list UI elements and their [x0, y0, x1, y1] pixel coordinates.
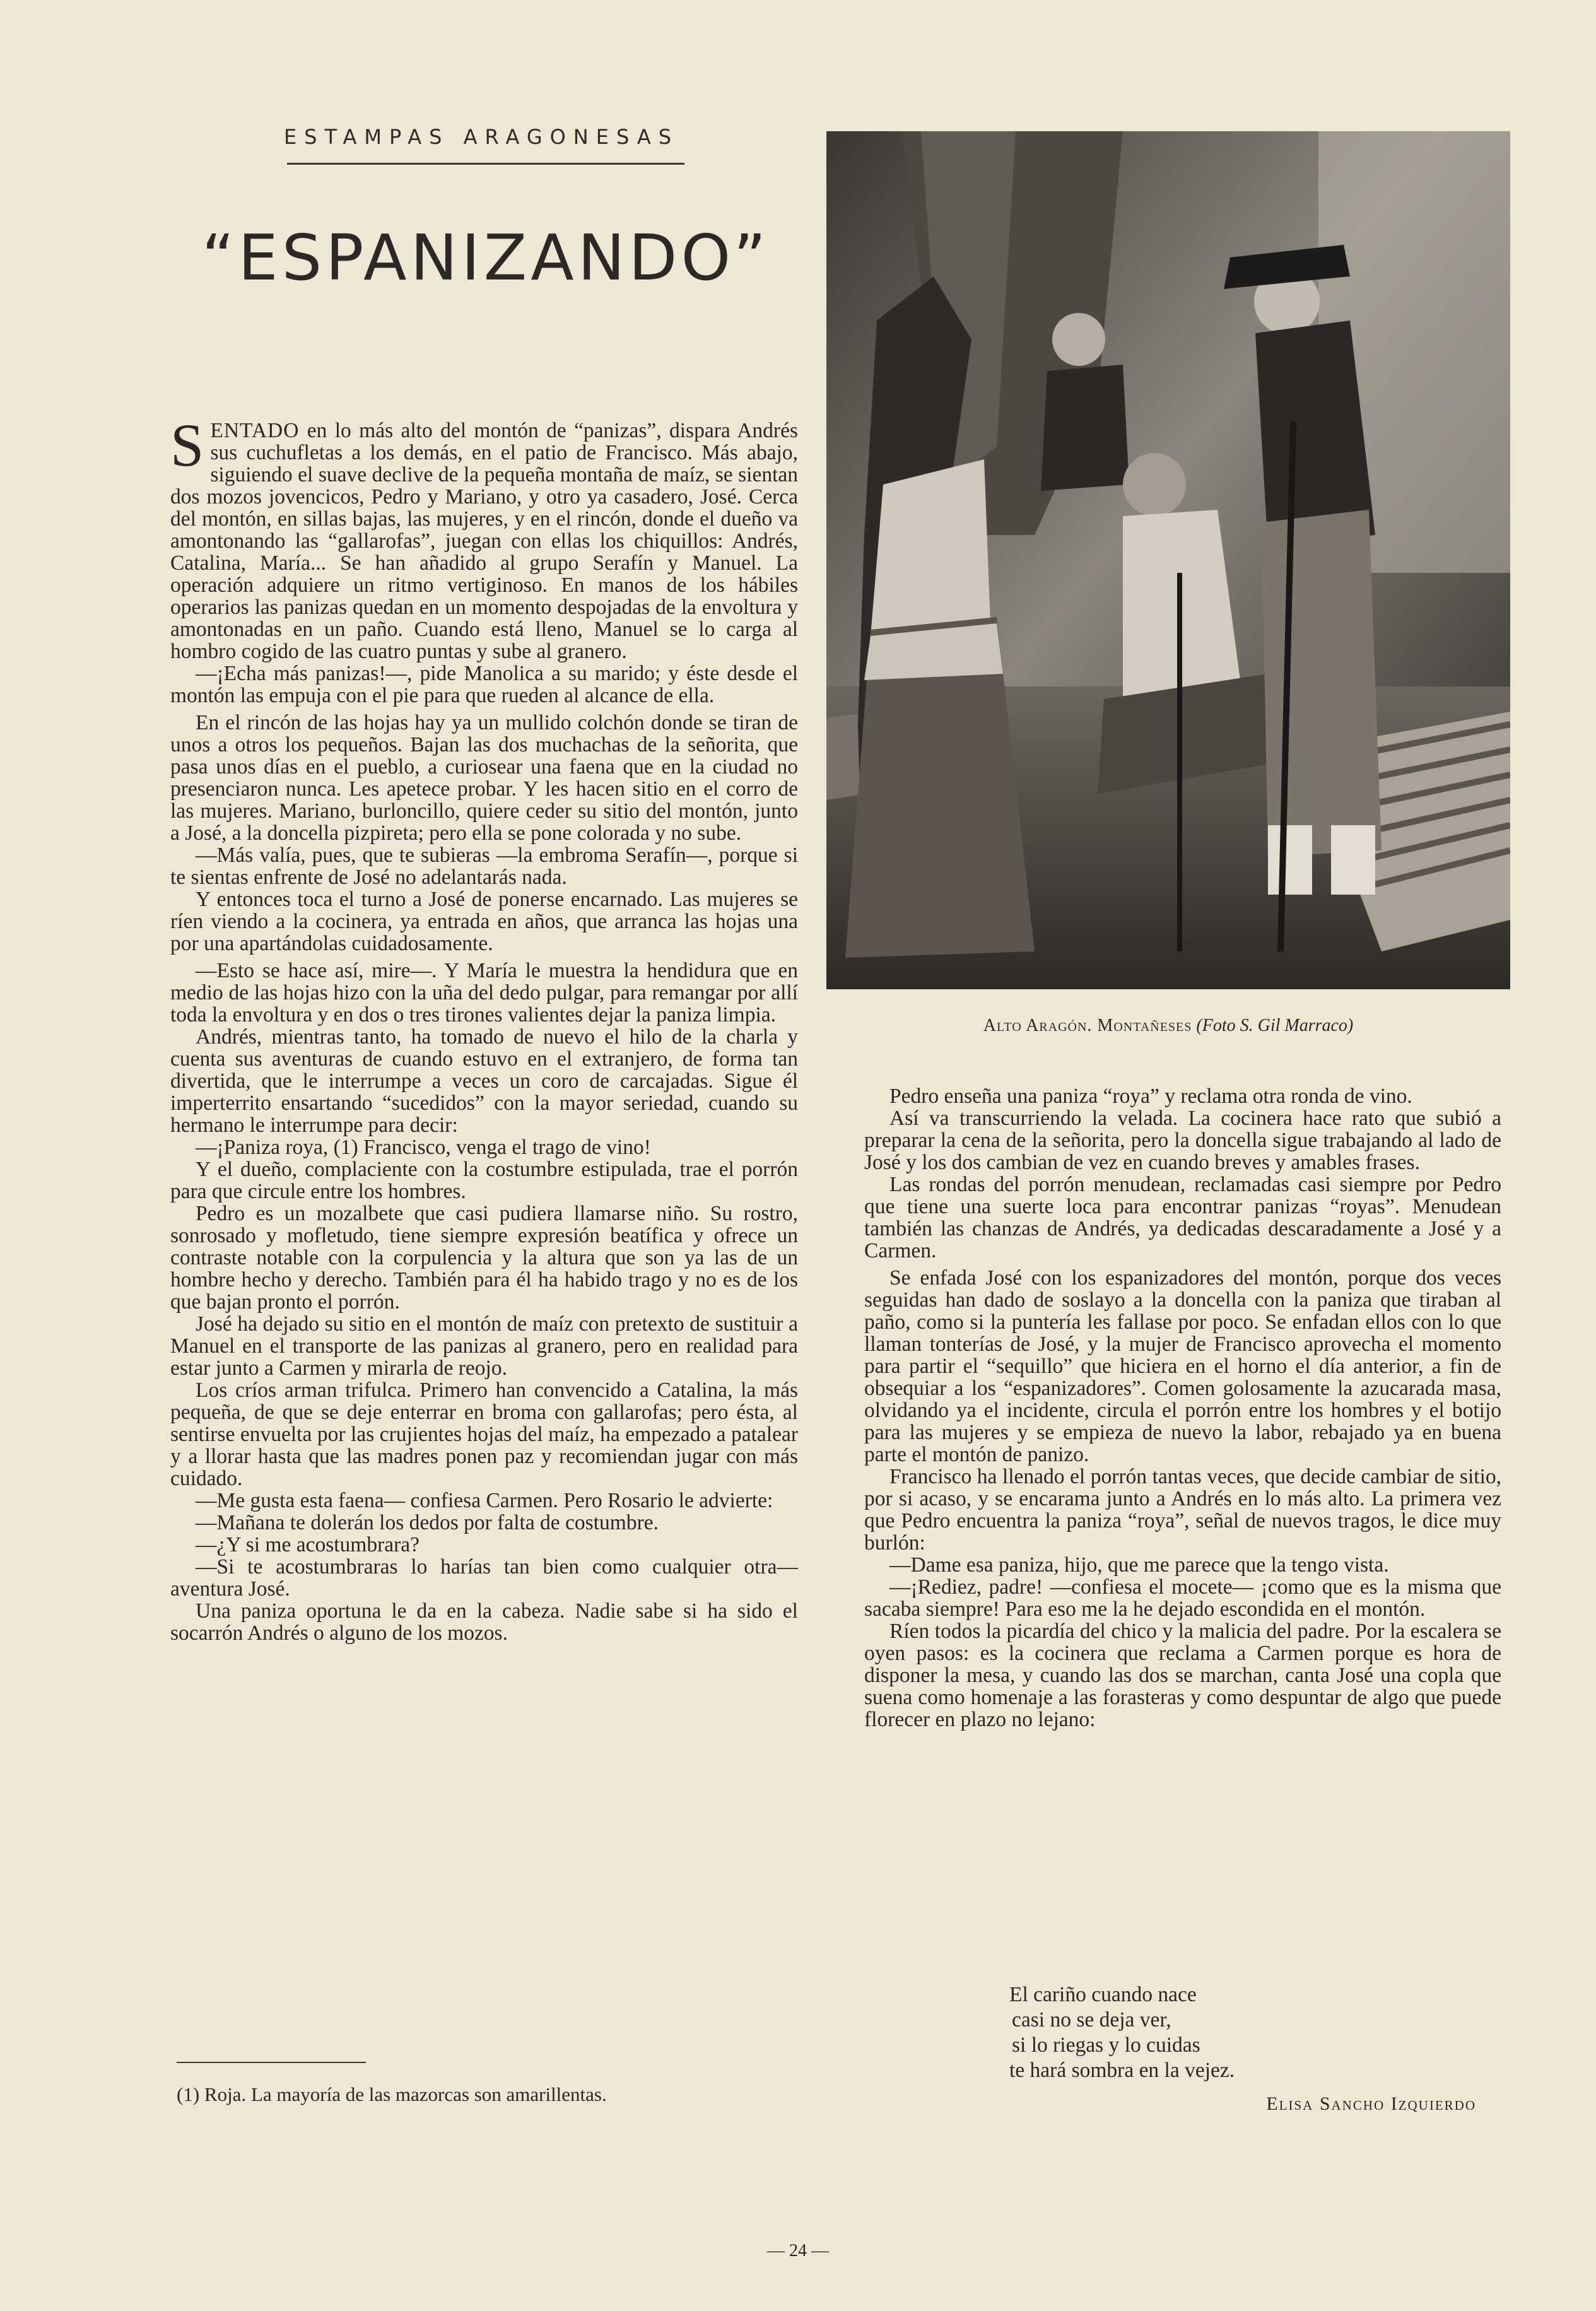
paragraph: —Si te acostumbraras lo harías tan bien como cualquier otra— aventura José.	[170, 1555, 798, 1601]
paragraph: —¿Y si me acostumbrara?	[196, 1533, 420, 1556]
paragraph: Pedro es un mozalbete que casi pudiera llamarse niño. Su rostro, sonrosado y mofletudo, tiene siempre expresión beatífica y ofrece un contraste notable con la corpulencia y la altura que son ya las de un hombre hecho y derecho. También para él ha habido trago y no es de los que bajan pronto el porrón.	[170, 1202, 798, 1314]
copla-verse	[1009, 1982, 1388, 2083]
paragraph: Y entonces toca el turno a José de ponerse encarnado. Las mujeres se ríen viendo a la cocinera, ya entrada en años, que arranca las hojas una por una apartándolas cuidadosamente.	[170, 888, 798, 955]
paragraph: José ha dejado su sitio en el montón de maíz con pretexto de sustituir a Manuel en el transporte de las panizas al granero, pero en realidad para estar junto a Carmen y mirarla de reojo.	[170, 1312, 798, 1380]
paragraph: Los críos arman trifulca. Primero han convencido a Catalina, la más pequeña, de que se deje enterrar en broma con gallarofas; pero ésta, al sentirse envuelta por las crujientes hojas del maíz, ha empezado a patalear y a llorar hasta que las madres ponen paz y recomiendan jugar con más cuidado.	[170, 1379, 798, 1490]
series-heading: ESTAMPAS ARAGONESAS	[283, 125, 679, 149]
verse-line: casi no se deja ver,	[1012, 2008, 1171, 2032]
paragraph: Una paniza oportuna le da en la cabeza. Nadie sabe si ha sido el socarrón Andrés o alguno de los mozos.	[170, 1599, 798, 1645]
photo-caption	[826, 1016, 1510, 1036]
photo-illustration	[826, 131, 1510, 989]
paragraph: —Me gusta esta faena— confiesa Carmen. Pero Rosario le advierte:	[196, 1489, 773, 1512]
paragraph: Y el dueño, complaciente con la costumbre estipulada, trae el porrón para que circule entre los hombres.	[170, 1158, 798, 1203]
drop-cap: S	[170, 411, 204, 479]
paragraph: —¡Echa más panizas!—, pide Manolica a su marido; y éste desde el montón las empuja con el pie para que rueden al alcance de ella.	[170, 662, 798, 707]
footnote-rule	[177, 2062, 366, 2063]
footnote: (1) Roja. La mayoría de las mazorcas son amarillentas.	[177, 2083, 607, 2105]
paragraph: Andrés, mientras tanto, ha tomado de nuevo el hilo de la charla y cuenta sus aventuras de cuando estuvo en el extranjero, de forma tan divertida, que le interrumpe a veces un coro de carcajadas. Sigue él imperterrito ensartando “sucedidos” con la mayor seriedad, cuando su hermano le interrumpe para decir:	[170, 1025, 798, 1137]
author-signature: Elisa Sancho Izquierdo	[1266, 2093, 1476, 2114]
paragraph: —¡Paniza roya, (1) Francisco, venga el trago de vino!	[196, 1136, 651, 1159]
caption-credit: (Foto S. Gil Marraco)	[1196, 1016, 1354, 1035]
caption-place: Alto Aragón. Montañeses	[983, 1016, 1192, 1035]
paragraph: —¡Rediez, padre! —confiesa el mocete— ¡como que es la misma que sacaba siempre! Para eso me la he dejado escondida en el montón.	[864, 1575, 1501, 1621]
paragraph: Se enfada José con los espanizadores del montón, porque dos veces seguidas han dado de soslayo a la doncella con la paniza que tiraban al paño, como si la puntería les fallase por poco. Se enfadan ellos con lo que llaman tonterías de José, y la mujer de Francisco aprovecha el momento para partir el “sequillo” que hiciera en el horno el día anterior, a fin de obsequiar a los “espanizadores”. Comen golosamente la azucarada masa, olvidando ya el incidente, circula el porrón entre los hombres y el botijo para las mujeres y se empieza de nuevo la labor, rebajado ya en buena parte el montón de panizo.	[864, 1266, 1501, 1466]
paragraph: —Dame esa paniza, hijo, que me parece que la tengo vista.	[889, 1553, 1389, 1577]
paragraph: En el rincón de las hojas hay ya un mullido colchón donde se tiran de unos a otros los pequeños. Bajan las dos muchachas de la señorita, que pasa unos días en el pueblo, a curiosear una faena que en la ciudad no presenciaron nunca. Les apetece probar. Y les hacen sitio en el corro de las mujeres. Mariano, burloncillo, quiere ceder su sitio del montón, junto a José, a la doncella pizpireta; pero ella se pone colorada y no sube.	[170, 711, 798, 845]
page-number: — 24 —	[767, 2241, 829, 2261]
photograph-montaneses	[826, 131, 1510, 989]
lead-word: ENTADO	[210, 419, 300, 442]
text-column-left	[170, 411, 798, 1645]
paragraph: —Mañana te dolerán los dedos por falta de costumbre.	[196, 1511, 659, 1534]
text-column-right	[864, 1085, 1501, 1731]
paragraph-text: en lo más alto del montón de “panizas”, dispara Andrés sus cuchufletas a los demás, en el patio de Francisco. Más abajo, siguiendo el suave declive de la pequeña montaña de maíz, se sientan dos mozos jovencicos, Pedro y Mariano, y otro ya casadero, José. Cerca del montón, en sillas bajas, las mujeres, y en el rincón, donde el dueño va amontonando las “gallarofas”, juegan con ellas los chiquillos: Andrés, Catalina, María... Se han añadido al grupo Serafín y Manuel. La operación adquiere un ritmo vertiginoso. En manos de los hábiles operarios las panizas quedan en un momento despojadas de la envoltura y amontonadas en un paño. Cuando está lleno, Manuel se lo carga al hombro cogido de las cuatro puntas y sube al granero.	[170, 419, 798, 663]
verse-line: te hará sombra en la vejez.	[1009, 2059, 1235, 2082]
paragraph: Las rondas del porrón menudean, reclamadas casi siempre por Pedro que tiene una suerte loca para encontrar panizas “royas”. Menudean también las chanzas de Andrés, ya dedicadas descaradamente a José y a Carmen.	[864, 1173, 1501, 1262]
paragraph-1	[170, 411, 798, 663]
verse-line: si lo riegas y lo cuidas	[1012, 2033, 1200, 2057]
paragraph: Así va transcurriendo la velada. La cocinera hace rato que subió a preparar la cena de la señorita, pero la doncella sigue trabajando al lado de José y los dos cambian de vez en cuando breves y amables frases.	[864, 1107, 1501, 1174]
verse-line: El cariño cuando nace	[1009, 1983, 1197, 2006]
series-underline	[287, 163, 684, 165]
article-title: “ESPANIZANDO”	[201, 221, 770, 295]
paragraph: Francisco ha llenado el porrón tantas veces, que decide cambiar de sitio, por si acaso, y se encarama junto a Andrés en lo más alto. La primera vez que Pedro encuentra la paniza “roya”, señal de nuevos tragos, le dice muy burlón:	[864, 1465, 1501, 1555]
paragraph: —Más valía, pues, que te subieras —la embroma Serafín—, porque si te sientas enfrente de José no adelantarás nada.	[170, 844, 798, 889]
paragraph: Ríen todos la picardía del chico y la malicia del padre. Por la escalera se oyen pasos: es la cocinera que reclama a Carmen porque es hora de disponer la mesa, y cuando las dos se marchan, canta José una copla que suena como homenaje a las forasteras y como despuntar de algo que puede florecer en plazo no lejano:	[864, 1620, 1501, 1731]
paragraph: —Esto se hace así, mire—. Y María le muestra la hendidura que en medio de las hojas hizo con la uña del dedo pulgar, para remangar por allí toda la envoltura y en dos o tres tirones valientes dejar la paniza limpia.	[170, 959, 798, 1026]
paragraph: Pedro enseña una paniza “roya” y reclama otra ronda de vino.	[889, 1085, 1412, 1108]
